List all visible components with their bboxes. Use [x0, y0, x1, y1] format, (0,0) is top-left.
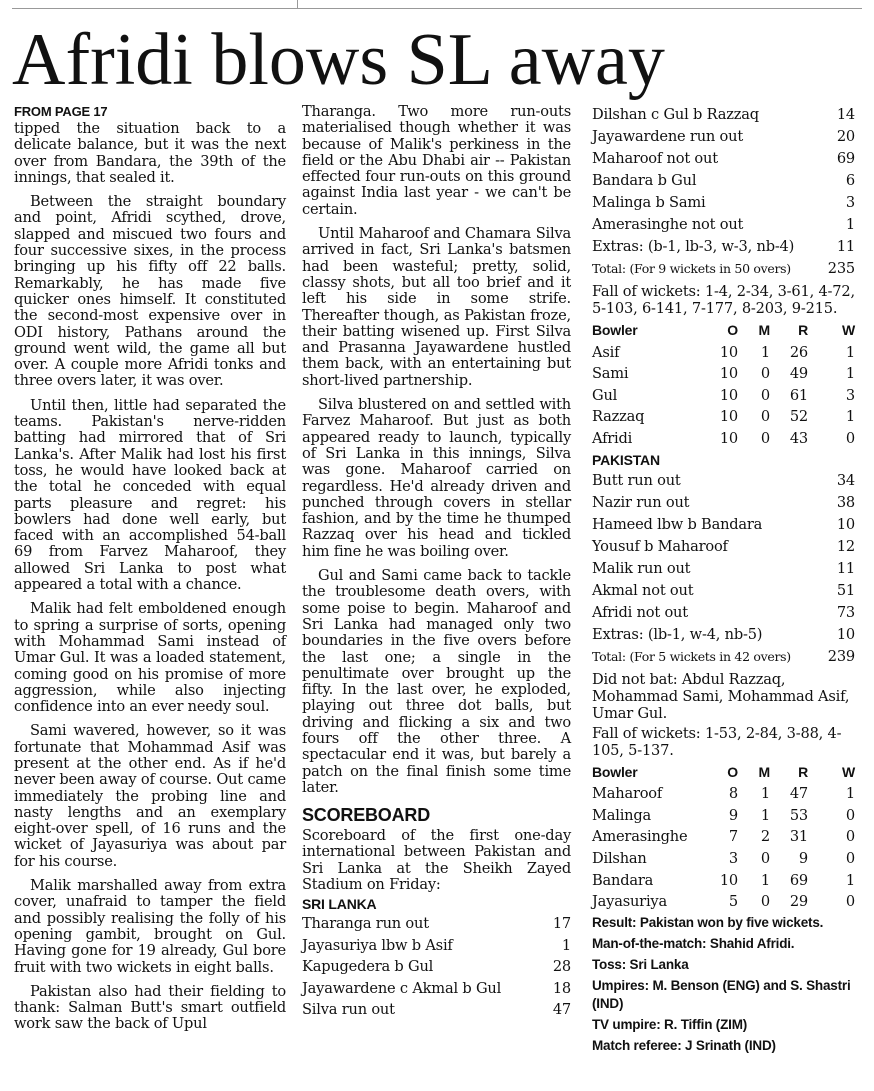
- bowler-name: Jayasuriya: [592, 893, 667, 911]
- bowler-wickets: 0: [845, 429, 855, 447]
- column-tick: [297, 0, 298, 8]
- match-result: Result: Pakistan won by five wickets.: [592, 914, 824, 930]
- batsman-runs: 6: [845, 172, 855, 189]
- bowling-row: [592, 385, 855, 407]
- bowler-overs: 10: [719, 408, 738, 426]
- bowling-row: [592, 891, 855, 913]
- total-label: Total: (For 5 wickets in 42 overs): [592, 648, 791, 664]
- batsman-runs: 1: [845, 216, 855, 233]
- batsman-runs: 28: [552, 958, 571, 976]
- bowling-row: [592, 342, 855, 364]
- did-not-bat: Did not bat: Abdul Razzaq, Mohammad Sami, Mohammad Asif, Umar Gul.: [592, 670, 850, 722]
- umpires: Umpires: M. Benson (ENG) and S. Shastri (IND): [592, 977, 851, 1011]
- bowling-header: [592, 320, 855, 342]
- bowling-row: [592, 363, 855, 385]
- story-column-2: [302, 104, 571, 1020]
- scoreboard-heading: SCOREBOARD: [302, 805, 431, 826]
- batsman-runs: 11: [836, 559, 855, 577]
- batsman-runs: 3: [845, 194, 855, 211]
- bowling-row: [592, 870, 855, 892]
- bowler-maidens: 1: [760, 871, 770, 889]
- bowling-row: [592, 406, 855, 428]
- batting-row: [302, 913, 571, 934]
- batsman-runs: 10: [836, 515, 855, 533]
- bowler-name: Maharoof: [592, 785, 663, 803]
- bowler-wickets: 1: [845, 871, 855, 889]
- batting-row: [592, 192, 855, 214]
- bowler-maidens: 1: [760, 806, 770, 824]
- story-paragraph: Malik had felt emboldened enough to spring a surprise of sorts, opening with Mohammad Sami instead of Umar Gul. It was a loaded statement, coming good on his promise of more aggression, while also injecting confidence into an ever needy soul.: [14, 600, 286, 716]
- story-paragraph: tipped the situation back to a delicate balance, but it was the next over from Bandara, the 39th of the innings, that sealed it.: [14, 120, 286, 186]
- bowler-runs: 49: [789, 365, 808, 383]
- bowler-overs: 10: [719, 343, 738, 361]
- batsman-runs: 20: [836, 128, 855, 145]
- bowler-maidens: 0: [760, 429, 770, 447]
- batting-row: [592, 126, 855, 148]
- batting-row: [592, 104, 855, 126]
- bowler-wickets: 1: [845, 785, 855, 803]
- bowler-name: Asif: [592, 343, 620, 361]
- extras-runs: 11: [836, 238, 855, 255]
- bowler-name: Bandara: [592, 871, 654, 889]
- bowler-col-header: Bowler: [592, 322, 638, 338]
- fall-of-wickets: Fall of wickets: 1-4, 2-34, 3-61, 4-72, 5-103, 6-141, 7-177, 8-203, 9-215.: [592, 283, 855, 317]
- bowler-name: Amerasinghe: [592, 828, 688, 846]
- bowling-row: [592, 826, 855, 848]
- bowler-overs: 10: [719, 386, 738, 404]
- extras-row: [592, 236, 855, 258]
- bowler-maidens: 0: [760, 386, 770, 404]
- bowling-row: [592, 805, 855, 827]
- batsman: Malinga b Sami: [592, 194, 706, 211]
- extras-label: Extras: (lb-1, w-4, nb-5): [592, 625, 763, 643]
- bowler-name: Sami: [592, 365, 629, 383]
- bowling-row: [592, 848, 855, 870]
- batting-row: [592, 170, 855, 192]
- bowler-overs: 10: [719, 871, 738, 889]
- batsman: Malik run out: [592, 559, 691, 577]
- batsman-runs: 1: [561, 936, 571, 954]
- batsman-runs: 14: [836, 106, 855, 123]
- bowler-wickets: 1: [845, 408, 855, 426]
- bowler-name: Razzaq: [592, 408, 645, 426]
- batting-row: [592, 470, 855, 492]
- extras-row: [592, 624, 855, 646]
- wickets-col-header: W: [841, 322, 855, 338]
- total-runs: 235: [827, 260, 855, 277]
- batsman: Jayasuriya lbw b Asif: [302, 936, 453, 954]
- batting-row: [302, 999, 571, 1020]
- bowler-col-header: Bowler: [592, 763, 638, 780]
- bowler-overs: 8: [728, 785, 738, 803]
- maidens-col-header: M: [758, 322, 770, 338]
- bowler-maidens: 0: [760, 365, 770, 383]
- bowling-header: [592, 762, 855, 784]
- tv-umpire: TV umpire: R. Tiffin (ZIM): [592, 1016, 748, 1032]
- batsman-runs: 51: [836, 581, 855, 599]
- bowler-name: Dilshan: [592, 849, 647, 867]
- batting-row: [592, 514, 855, 536]
- batsman: Afridi not out: [592, 603, 688, 621]
- bowler-maidens: 0: [760, 893, 770, 911]
- story-paragraph: Silva blustered on and settled with Farvez Maharoof. But just as both appeared ready to launch, typically of Sri Lanka in this innings, Silva was gone. Maharoof carried on regardless. He'd already driven and punched through covers in stellar fashion, and by the time he thumped Razzaq over his head and tickled him fine he was boiling over.: [302, 396, 571, 560]
- wickets-col-header: W: [841, 763, 855, 780]
- bowler-runs: 69: [789, 871, 808, 889]
- bowler-maidens: 1: [760, 343, 770, 361]
- batsman: Butt run out: [592, 471, 681, 489]
- bowler-wickets: 3: [845, 386, 855, 404]
- bowler-runs: 47: [789, 785, 808, 803]
- batting-row: [592, 558, 855, 580]
- total-row: [592, 258, 855, 280]
- bowler-runs: 52: [789, 408, 808, 426]
- batsman: Akmal not out: [592, 581, 694, 599]
- bowler-name: Gul: [592, 386, 618, 404]
- bowling-row: [592, 428, 855, 450]
- scoreboard-intro: Scoreboard of the first one-day international between Pakistan and Sri Lanka at the Sheikh Zayed Stadium on Friday:: [302, 827, 571, 894]
- bowler-maidens: 0: [760, 849, 770, 867]
- story-paragraph: Malik marshalled away from extra cover, unafraid to tamper the field and possibly realising the folly of his opening gambit, brought on Gul. Having gone for 19 already, Gul bore fruit with two wickets in eight balls.: [14, 877, 286, 976]
- runs-col-header: R: [798, 322, 808, 338]
- match-referee: Match referee: J Srinath (IND): [592, 1037, 776, 1053]
- bowler-overs: 5: [728, 893, 738, 911]
- bowler-wickets: 1: [845, 343, 855, 361]
- bowler-overs: 10: [719, 365, 738, 383]
- batting-row: [592, 148, 855, 170]
- batsman-runs: 38: [836, 493, 855, 511]
- batsman: Amerasinghe not out: [592, 216, 744, 233]
- batting-row: [592, 492, 855, 514]
- story-column-1: [14, 104, 286, 1041]
- batting-row: [592, 580, 855, 602]
- bowler-wickets: 1: [845, 365, 855, 383]
- bowler-overs: 10: [719, 429, 738, 447]
- batting-row: [592, 602, 855, 624]
- story-paragraph: Between the straight boundary and point, Afridi scythed, drove, slapped and miscued two fours and four successive sixes, in the process bringing up his fifty off 22 balls. Remarkably, he has made five quicker ones himself. It constituted the second-most expensive over in ODI history, Pathans around the ground went wild, the game all but over. A couple more Afridi tonks and three overs later, it was over.: [14, 193, 286, 390]
- bowler-runs: 43: [789, 429, 808, 447]
- top-rule: [12, 8, 862, 9]
- batsman: Yousuf b Maharoof: [592, 537, 728, 555]
- batsman-runs: 47: [552, 1000, 571, 1018]
- maidens-col-header: M: [758, 763, 770, 780]
- bowler-name: Malinga: [592, 806, 652, 824]
- bowler-name: Afridi: [592, 429, 633, 447]
- batsman-runs: 12: [836, 537, 855, 555]
- total-runs: 239: [827, 647, 855, 665]
- bowler-maidens: 2: [760, 828, 770, 846]
- batsman: Silva run out: [302, 1000, 395, 1018]
- team-heading-sri-lanka: SRI LANKA: [302, 896, 377, 913]
- bowler-runs: 61: [789, 386, 808, 404]
- story-paragraph: Sami wavered, however, so it was fortunate that Mohammad Asif was present at the other end. As if he'd never been away of course. Out came immediately the probing line and nasty lengths and an exemplary eight-over spell, of 16 runs and the wicket of Jayasuriya was about par for his course.: [14, 722, 286, 870]
- overs-col-header: O: [727, 763, 738, 780]
- extras-runs: 10: [836, 625, 855, 643]
- kicker: FROM PAGE 17: [14, 104, 108, 119]
- batsman: Kapugedera b Gul: [302, 958, 434, 976]
- bowler-maidens: 1: [760, 785, 770, 803]
- batsman: Jayawardene run out: [592, 128, 743, 145]
- batsman: Dilshan c Gul b Razzaq: [592, 106, 759, 123]
- batting-row: [302, 935, 571, 956]
- bowler-runs: 31: [789, 828, 808, 846]
- bowler-runs: 53: [789, 806, 808, 824]
- overs-col-header: O: [727, 322, 738, 338]
- headline: Afridi blows SL away: [12, 19, 665, 101]
- bowler-wickets: 0: [845, 893, 855, 911]
- toss: Toss: Sri Lanka: [592, 956, 689, 972]
- fall-of-wickets: Fall of wickets: 1-53, 2-84, 3-88, 4-105, 5-137.: [592, 724, 842, 759]
- batsman-runs: 18: [552, 979, 571, 997]
- bowler-runs: 9: [798, 849, 808, 867]
- extras-label: Extras: (b-1, lb-3, w-3, nb-4): [592, 238, 795, 255]
- story-paragraph: Until Maharoof and Chamara Silva arrived in fact, Sri Lanka's batsmen had been wasteful; pretty, solid, classy shots, but all too brief and it left his side in some strife. Thereafter though, as Pakistan froze, their batting wisened up. First Silva and Prasanna Jayawardene hustled them back, with an entertaining but short-lived partnership.: [302, 225, 571, 389]
- bowler-wickets: 0: [845, 849, 855, 867]
- total-label: Total: (For 9 wickets in 50 overs): [592, 261, 791, 276]
- batting-row: [592, 536, 855, 558]
- batsman: Hameed lbw b Bandara: [592, 515, 763, 533]
- batsman: Maharoof not out: [592, 150, 718, 167]
- batting-row: [592, 214, 855, 236]
- batsman-runs: 17: [552, 915, 571, 933]
- batsman-runs: 69: [836, 150, 855, 167]
- bowler-overs: 9: [728, 806, 738, 824]
- batsman: Bandara b Gul: [592, 172, 697, 189]
- batsman: Nazir run out: [592, 493, 690, 511]
- bowler-overs: 7: [728, 828, 738, 846]
- batting-row: [302, 956, 571, 977]
- scoreboard-column: [592, 104, 855, 1058]
- team-heading-pakistan: PAKISTAN: [592, 451, 660, 468]
- bowling-row: [592, 783, 855, 805]
- batsman-runs: 73: [836, 603, 855, 621]
- story-paragraph: Tharanga. Two more run-outs materialised though whether it was because of Malik's perkiness in the field or the Abu Dhabi air -- Pakistan effected four run-outs on this ground against India last year - we can't be certain.: [302, 103, 571, 218]
- runs-col-header: R: [798, 763, 808, 780]
- story-paragraph: Until then, little had separated the teams. Pakistan's nerve-ridden batting had mirrored that of Sri Lanka's. After Malik had lost his first toss, he would have looked back at the total he conceded with equal parts pleasure and regret: his bowlers had done well early, but faced with an accomplished 54-ball 69 from Farvez Maharoof, they allowed Sri Lanka to post what appeared a total with a chance.: [14, 396, 286, 594]
- total-row: [592, 646, 855, 668]
- story-paragraph: Pakistan also had their fielding to thank: Salman Butt's smart outfield work saw the back of Upul: [14, 982, 286, 1033]
- bowler-runs: 26: [789, 343, 808, 361]
- bowler-overs: 3: [728, 849, 738, 867]
- bowler-wickets: 0: [845, 806, 855, 824]
- batting-row: [302, 978, 571, 999]
- bowler-wickets: 0: [845, 828, 855, 846]
- bowler-runs: 29: [789, 893, 808, 911]
- bowler-maidens: 0: [760, 408, 770, 426]
- batsman: Tharanga run out: [302, 915, 429, 933]
- story-paragraph: Gul and Sami came back to tackle the troublesome death overs, with some poise to begin. Maharoof and Sri Lanka had managed only two boundaries in the five overs before the last one; a single in the penultimate over brought up the fifty. In the last over, he exploded, playing out three dot balls, but driving and flicking a six and two fours off the other three. A spectacular end it was, but barely a patch on the final finish some time later.: [302, 567, 571, 796]
- man-of-the-match: Man-of-the-match: Shahid Afridi.: [592, 935, 795, 951]
- batsman: Jayawardene c Akmal b Gul: [302, 979, 502, 997]
- batsman-runs: 34: [836, 471, 855, 489]
